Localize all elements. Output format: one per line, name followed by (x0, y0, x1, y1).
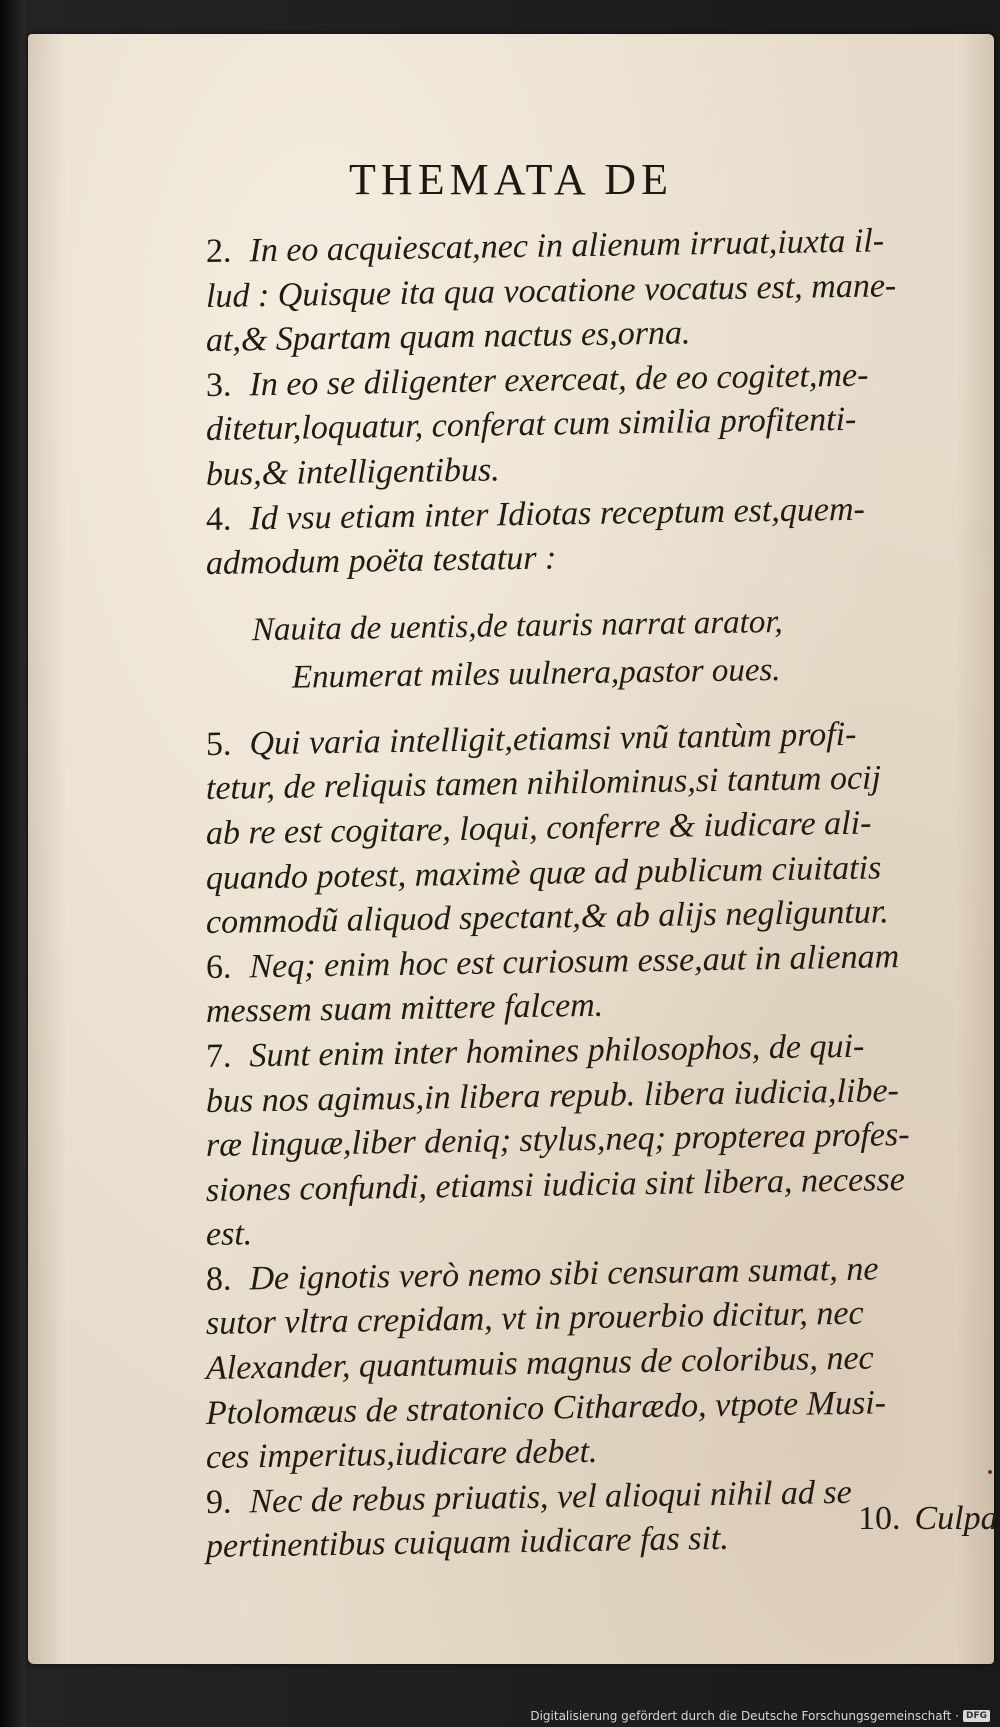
line-text: Alexander, quantumuis magnus de coloribus, nec (206, 1339, 874, 1388)
book-page (28, 34, 998, 1664)
line-text: De ignotis verò nemo sibi censuram sumat, ne (249, 1250, 879, 1298)
thesis-number: 3. (206, 366, 232, 404)
line-text: siones confundi, etiamsi iudicia sint libera, necesse (206, 1160, 905, 1209)
text-block-2 (206, 711, 966, 1570)
line-text: lud : Quisque ita qua vocatione vocatus est, mane- (206, 266, 897, 315)
dfg-logo-icon: DFG (963, 1710, 990, 1722)
line-text: Sunt enim inter homines philosophos, de qui- (249, 1027, 865, 1075)
line-text: ab re est cogitare, loqui, conferre & iudicare ali- (206, 804, 872, 852)
digitization-credit (530, 1709, 990, 1723)
text-block-1 (206, 218, 966, 587)
line-text: bus,& intelligentibus. (206, 451, 500, 493)
line-text: at,& Spartam quam nactus es,orna. (206, 314, 691, 360)
catchword-text: Culpa (914, 1500, 998, 1537)
line-text: Qui varia intelligit,etiamsi vnũ tantùm profi- (249, 715, 857, 763)
page-text (206, 218, 966, 1570)
line-text: tetur, de reliquis tamen nihilominus,si tantum ocij (206, 759, 881, 808)
line-text: Nec de rebus priuatis, vel alioqui nihil ad se (249, 1473, 852, 1521)
catchword (858, 1500, 998, 1538)
line-text: bus nos agimus,in libera repub. libera iudicia,libe- (206, 1071, 899, 1120)
line-text: pertinentibus cuiquam iudicare fas sit. (206, 1520, 729, 1566)
verse-line-1: Nauita de uentis,de tauris narrat arator, (252, 603, 783, 649)
thesis-number: 4. (206, 500, 232, 538)
thesis-number: 7. (206, 1037, 232, 1075)
thesis-number: 6. (206, 948, 232, 986)
catchword-number: 10. (858, 1500, 901, 1537)
line-text: ditetur,loquatur, conferat cum similia profitenti- (206, 401, 857, 449)
line-text: Id vsu etiam inter Idiotas receptum est,quem- (249, 490, 865, 537)
credit-text: Digitalisierung gefördert durch die Deutsche Forschungsgemeinschaft · (530, 1709, 959, 1723)
ink-speck (988, 1470, 992, 1474)
thesis-number: 8. (206, 1260, 232, 1298)
line-text: admodum poëta testatur : (206, 539, 557, 583)
verse-quote (206, 595, 966, 703)
running-header: THEMATA DE (349, 155, 673, 204)
thesis-number: 5. (206, 725, 232, 763)
line-text: Ptolomæus de stratonico Citharædo, vtpote Musi- (206, 1383, 886, 1432)
line-text: ræ linguæ,liber deniq; stylus,neq; propterea profes- (206, 1116, 910, 1165)
line-text: Neq; enim hoc est curiosum esse,aut in alienam (249, 937, 900, 986)
line-text: est. (206, 1215, 253, 1254)
thesis-number: 2. (206, 232, 232, 270)
line-text: ces imperitus,iudicare debet. (206, 1433, 598, 1477)
line-text: messem suam mittere falcem. (206, 987, 604, 1031)
verse-line-2: Enumerat miles uulnera,pastor oues. (292, 651, 781, 696)
thesis-number: 9. (206, 1483, 232, 1521)
line-text: sutor vltra crepidam, vt in prouerbio dicitur, nec (206, 1295, 864, 1343)
line-text: In eo acquiescat,nec in alienum irruat,iuxta il- (249, 222, 885, 270)
line-text: In eo se diligenter exerceat, de eo cogitet,me- (249, 356, 869, 404)
line-text: commodũ aliquod spectant,& ab alijs negliguntur. (206, 893, 889, 942)
book-spine-shadow (0, 0, 26, 1727)
line-text: quando potest, maximè quæ ad publicum ciuitatis (206, 848, 882, 897)
